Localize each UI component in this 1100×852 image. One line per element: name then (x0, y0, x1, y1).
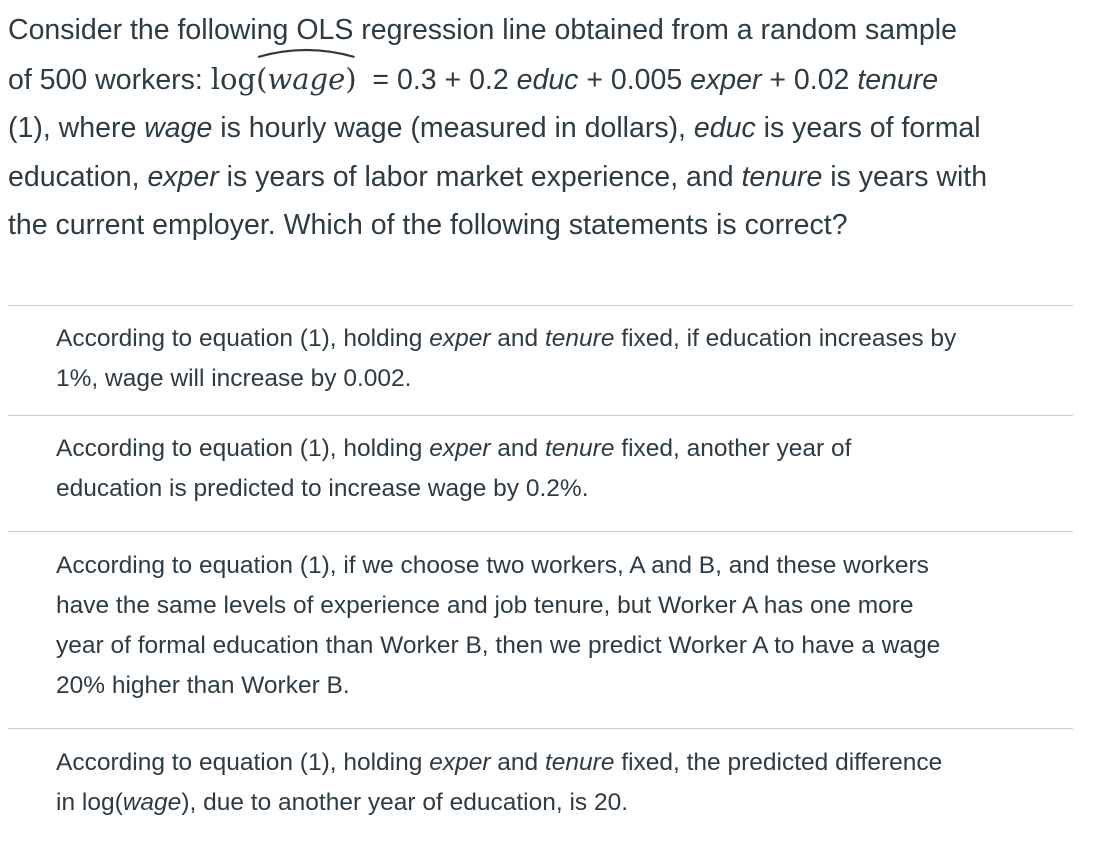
answer-2-text-a: According to equation (1), holding (56, 435, 430, 462)
regression-rhs-2: + 0.005 (578, 63, 691, 96)
answer-4-text-d: in log( (56, 789, 123, 816)
question-line-3-a: (1), where (8, 112, 145, 144)
hat-group (256, 55, 357, 104)
question-line-4-tenure: tenure (741, 160, 823, 193)
question-line-1-text: Consider the following OLS regression line obtained from a random sample (8, 14, 957, 46)
answer-3-line-4: 20% higher than Worker B. (56, 672, 350, 699)
question-line-4-a: education, (8, 160, 148, 193)
answer-4-wage: wage (122, 789, 182, 816)
answer-4-line-2 (56, 783, 1063, 823)
answer-option-2[interactable] (8, 416, 1073, 532)
answer-4-text-b: and (490, 749, 545, 776)
answer-2-text-b: and (490, 435, 545, 462)
answer-4-text-a: According to equation (1), holding (56, 749, 430, 776)
answer-2-tenure: tenure (544, 435, 615, 462)
log-function: log (210, 61, 257, 96)
question-line-4-b: is years of labor market experience, and (218, 160, 742, 193)
question-line-3-b: is hourly wage (measured in dollars), (212, 112, 694, 144)
answer-2-exper: exper (429, 435, 491, 462)
answer-4-tenure: tenure (544, 749, 615, 776)
lhs-wage-var: wage (267, 61, 346, 96)
answer-1-line-2: 1%, wage will increase by 0.002. (56, 365, 412, 392)
answer-4-text-e: ), due to another year of education, is 20. (181, 789, 629, 816)
answer-1-line-1 (56, 319, 1063, 359)
question-line-5 (8, 201, 1088, 250)
question-line-3-c: is years of formal (755, 112, 981, 144)
question-line-4 (8, 153, 1088, 202)
answer-4-exper: exper (429, 749, 491, 776)
question-line-2 (8, 55, 1088, 105)
question-text (8, 6, 1088, 250)
answer-4-text-c: fixed, the predicted difference (614, 749, 943, 776)
regression-rhs-3: + 0.02 (761, 63, 858, 96)
answer-1-text-c: fixed, if education increases by (614, 325, 957, 352)
answer-3-line-1: According to equation (1), if we choose two workers, A and B, and these workers (56, 552, 929, 579)
answer-1-text-a: According to equation (1), holding (56, 325, 430, 352)
question-line-4-c: is years with (822, 160, 988, 193)
answer-3-line-3: year of formal education than Worker B, then we predict Worker A to have a wage (56, 632, 941, 659)
answer-1-tenure: tenure (544, 325, 615, 352)
question-line-3-educ: educ (693, 112, 756, 144)
regression-lhs (211, 62, 357, 96)
question-line-2-prefix: of 500 workers: (8, 63, 211, 96)
answer-2-text-c: fixed, another year of (614, 435, 852, 462)
answer-2-line-1 (56, 429, 1063, 469)
answer-option-4[interactable] (8, 729, 1073, 835)
question-line-3 (8, 104, 1088, 153)
answer-1-exper: exper (429, 325, 491, 352)
var-exper: exper (690, 63, 762, 96)
answer-list (8, 306, 1073, 835)
question-line-3-wage: wage (144, 112, 213, 144)
answer-4-line-1 (56, 743, 1063, 783)
answer-3-line-2: have the same levels of experience and job tenure, but Worker A has one more (56, 592, 914, 619)
lhs-open-paren: ( (256, 61, 268, 96)
answer-option-1[interactable] (8, 306, 1073, 416)
var-educ: educ (516, 63, 579, 96)
answer-2-line-2: education is predicted to increase wage by 0.2%. (56, 475, 589, 502)
answer-1-text-b: and (490, 325, 545, 352)
regression-rhs-1: = 0.3 + 0.2 (372, 63, 517, 96)
lhs-close-paren: ) (345, 61, 357, 96)
hat-icon (256, 45, 357, 59)
answer-option-3[interactable] (8, 532, 1073, 729)
question-line-5-text: the current employer. Which of the following statements is correct? (8, 209, 848, 241)
question-line-1 (8, 6, 1088, 55)
question-line-4-exper: exper (147, 160, 219, 193)
var-tenure: tenure (857, 63, 939, 96)
